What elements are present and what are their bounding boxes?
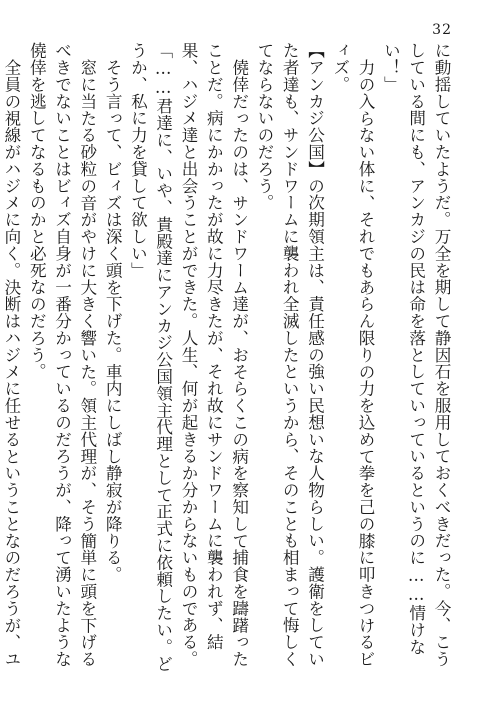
paragraph: 【アンカジ公国】の次期領主は、責任感の強い民想いな人物らしい。護衛をしていた者達も、サンドワームに襲われ全滅したというから、そのことも相まって悔しくてならないのだろう。 xyxy=(254,42,325,668)
novel-text-column xyxy=(1,42,454,682)
paragraph: 僥倖だったのは、サンドワーム達が、おそらくこの病を察知して捕食を躊躇ったことだ。病にかかったが故に力尽きたが、それ故にサンドワームに襲われず、結果、ハジメ達と出会うことができた。人生、何が起きるか分からないものである。 xyxy=(179,42,249,668)
paragraph: 窓に当たる砂粒の音がやけに大きく響いた。領主代理が、そう簡単に頭を下げるべきでないことはビィズ自身が一番分かっているのだろうが、降って湧いたような僥倖を逃してなるものかと必死なのだろう。 xyxy=(27,42,97,668)
paragraph: に動揺していたようだ。万全を期して静因石を服用しておくべきだった。今、こうしている間にも、アンカジの民は命を落としていっているというのに……情けない！」 xyxy=(381,42,451,668)
paragraph: 「……君達に、いや、貴殿達にアンカジ公国領主代理として正式に依頼したい。どうか、私に力を貸して欲しい」 xyxy=(128,42,173,673)
page-number: 32 xyxy=(432,22,452,38)
paragraph: そう言って、ビィズは深く頭を下げた。車内にしばし静寂が降りる。 xyxy=(103,58,123,583)
paragraph: 力の入らない体に、それでもあらん限りの力を込めて拳を己の膝に叩きつけるビィズ。 xyxy=(330,42,376,667)
paragraph: 全員の視線がハジメに向く。決断はハジメに任せるということなのだろうが、ユ xyxy=(1,58,21,667)
